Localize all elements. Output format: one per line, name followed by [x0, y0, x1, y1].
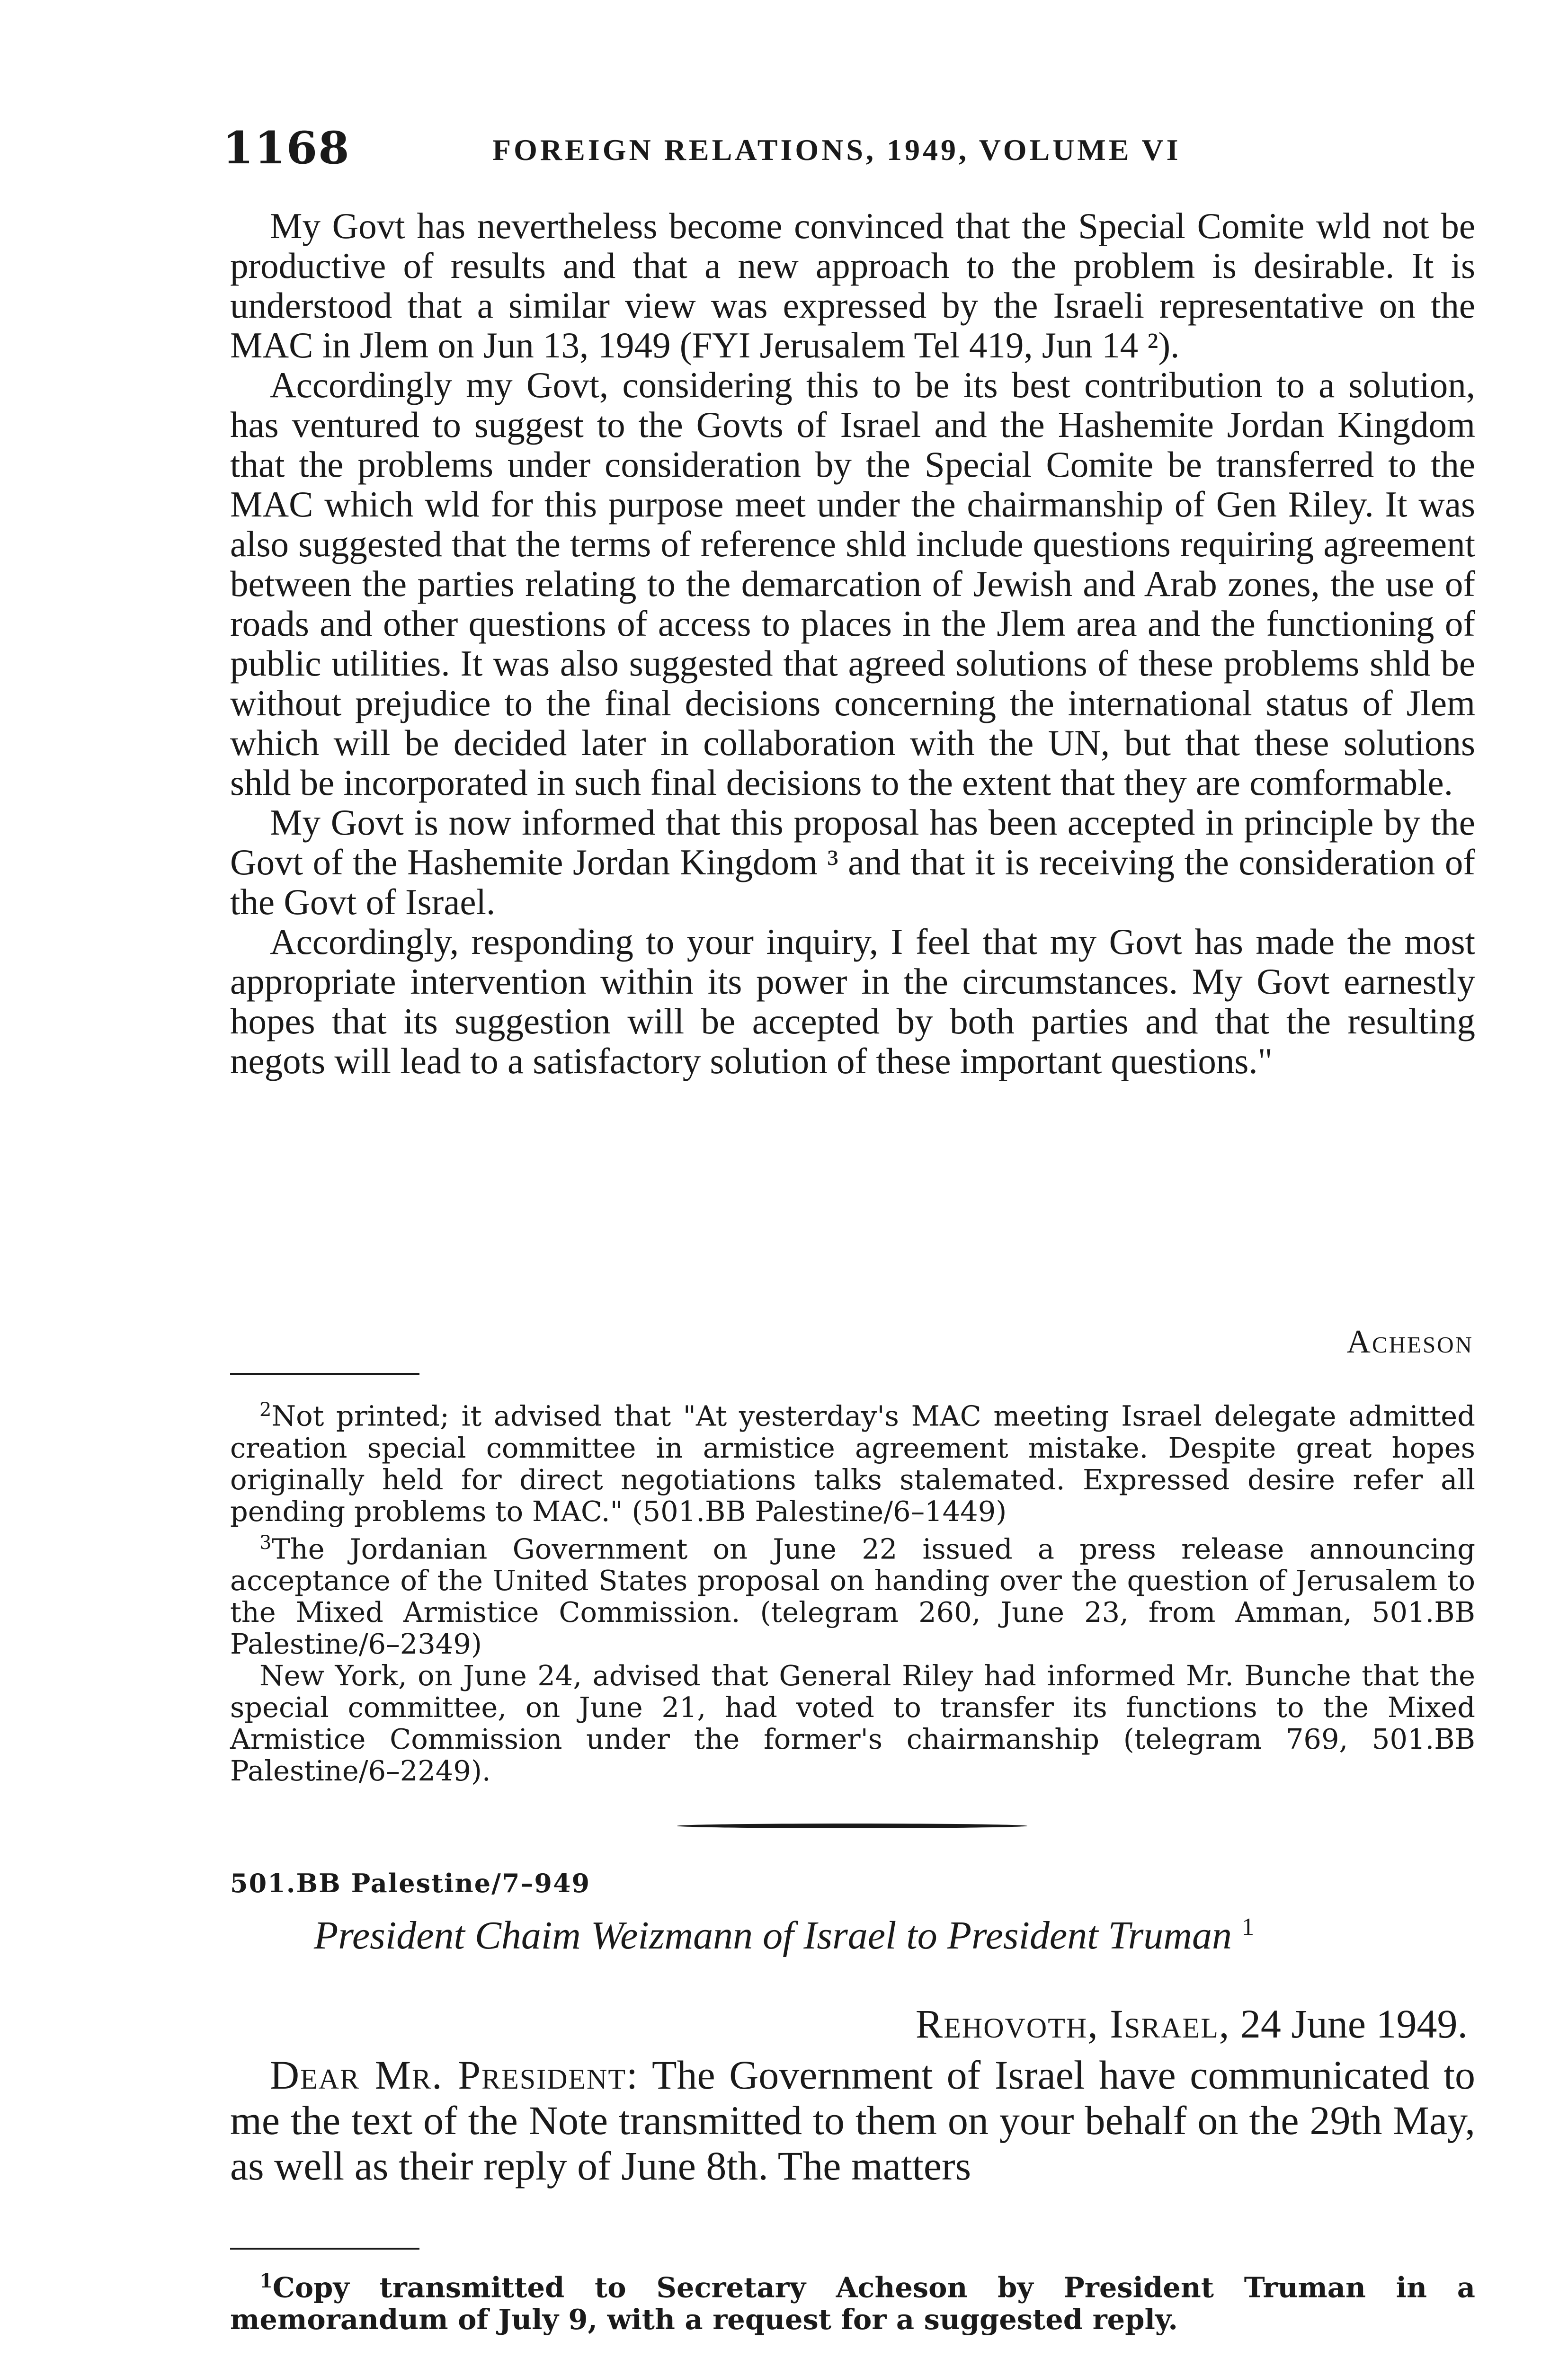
footnote-1	[230, 2265, 1475, 2335]
footnote-text: The Jordanian Government on June 22 issued a press release announcing acceptance of the United States proposal on handing over the question of Jerusalem to the Mixed Armistice Commission. (telegram 260, June 23, from Amman, 501.BB Palestine/6–2349)	[230, 1532, 1475, 1661]
dateline	[916, 2000, 1468, 2047]
running-title: FOREIGN RELATIONS, 1949, VOLUME VI	[492, 133, 1181, 167]
paragraph: Accordingly, responding to your inquiry, I feel that my Govt has made the most appropriate intervention within its power in the circumstances. My Govt earnestly hopes that its suggestion will be accepted by both parties and that the resulting negots will lead to a satisfactory solution of these important questions."	[230, 921, 1475, 1081]
letter-body	[230, 2052, 1475, 2189]
signature: Acheson	[1346, 1324, 1473, 1360]
file-reference: 501.BB Palestine/7–949	[230, 1868, 591, 1898]
document-title	[0, 1913, 1568, 1958]
footnote-mark: 1	[1241, 1913, 1254, 1940]
footnotes	[230, 2265, 1475, 2335]
footnote-rule	[230, 2248, 419, 2250]
paragraph	[230, 2052, 1475, 2189]
dateline-date: 24 June 1949.	[1240, 2001, 1468, 2047]
footnote-mark: 3	[259, 1531, 272, 1554]
paragraph: My Govt is now informed that this proposal has been accepted in principle by the Govt of the Hashemite Jordan Kingdom ³ and that it is receiving the consideration of the Govt of Israel.	[230, 802, 1475, 922]
footnote-3-continued: New York, on June 24, advised that General Riley had informed Mr. Bunche that the special committee, on June 21, had voted to transfer its functions to the Mixed Armistice Commission under the former's chairmanship (telegram 769, 501.BB Palestine/6–2249).	[230, 1659, 1475, 1788]
footnote-text: Copy transmitted to Secretary Acheson by President Truman in a memorandum of July 9, with a request for a suggested reply.	[230, 2271, 1475, 2336]
footnotes	[230, 1394, 1475, 1787]
paragraph: My Govt has nevertheless become convinced that the Special Comite wld not be productive of results and that a new approach to the problem is desirable. It is understood that a similar view was expressed by the Israeli representative on the MAC in Jlem on Jun 13, 1949 (FYI Jerusalem Tel 419, Jun 14 ²).	[230, 205, 1475, 365]
telegram-text	[230, 206, 1475, 1081]
paragraph: Accordingly my Govt, considering this to be its best contribution to a solution, has ventured to suggest to the Govts of Israel and the Hashemite Jordan Kingdom that the problems under consideration by the Special Comite be transferred to the MAC which wld for this purpose meet under the chairmanship of Gen Riley. It was also suggested that the terms of reference shld include questions requiring agreement between the parties relating to the demarcation of Jewish and Arab zones, the use of roads and other questions of access to places in the Jlem area and the functioning of public utilities. It was also suggested that agreed solutions of these problems shld be without prejudice to the final decisions concerning the international status of Jlem which will be decided later in collaboration with the UN, but that these solutions shld be incorporated in such final decisions to the extent that they are comformable.	[230, 365, 1475, 803]
footnote-mark: 2	[259, 1399, 272, 1421]
section-divider	[677, 1824, 1027, 1828]
footnote-text: Not printed; it advised that "At yesterday's MAC meeting Israel delegate admitted creation special committee in armistice agreement mistake. Despite great hopes originally held for direct negotiations talks stalemated. Expressed desire refer all pending problems to MAC." (501.BB Palestine/6–1449)	[230, 1399, 1475, 1528]
footnote-3	[230, 1527, 1475, 1660]
footnote-mark: 1	[259, 2270, 273, 2292]
dateline-place: Rehovoth, Israel,	[915, 2001, 1230, 2047]
salutation: Dear Mr. President:	[270, 2052, 639, 2098]
footnote-rule	[230, 1373, 419, 1375]
page-header	[223, 122, 1477, 179]
page-number: 1168	[223, 122, 350, 174]
footnote-2	[230, 1394, 1475, 1527]
document-title-text: President Chaim Weizmann of Israel to President Truman	[314, 1913, 1232, 1958]
body-text: The Government of Israel have communicated to me the text of the Note transmitted to them on your behalf on the 29th May, as well as their reply of June 8th. The matters	[230, 2052, 1475, 2189]
